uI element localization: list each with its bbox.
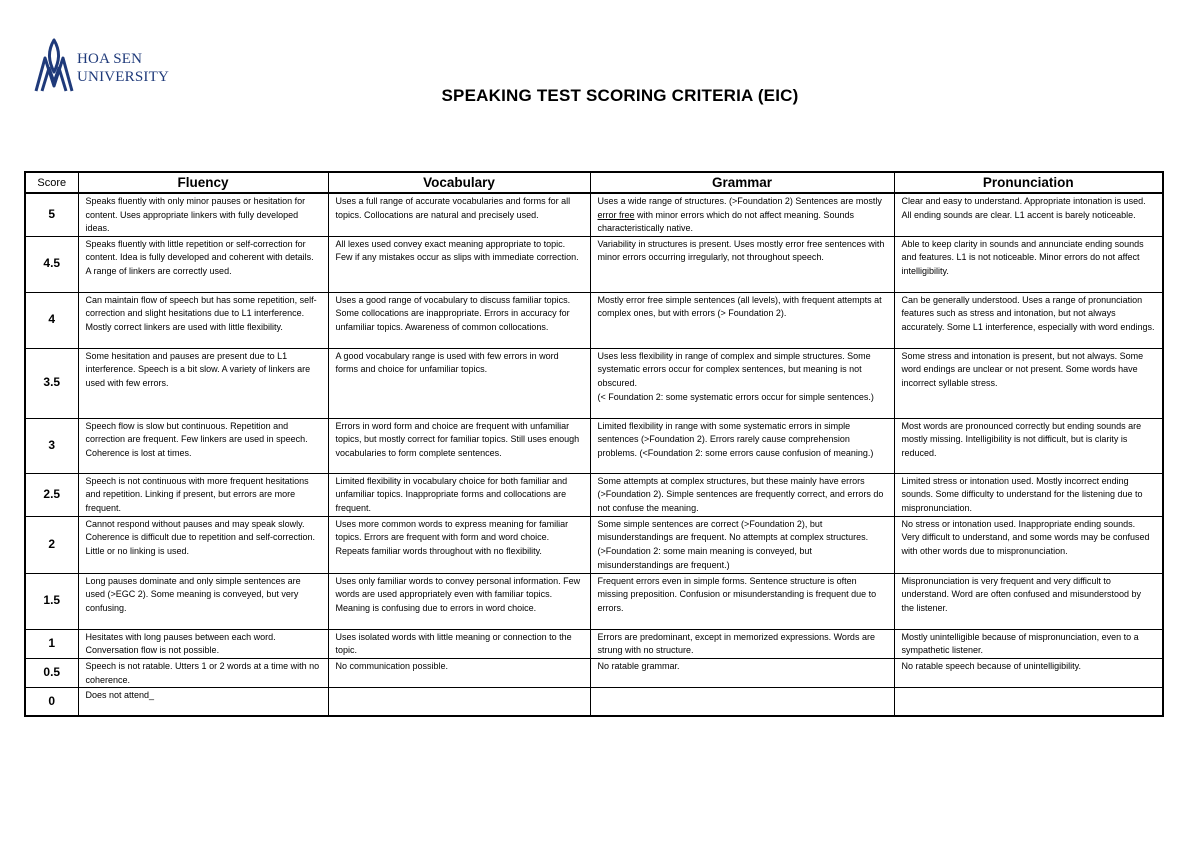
vocabulary-cell: Uses isolated words with little meaning or connection to the topic. bbox=[328, 629, 590, 658]
pronunciation-cell: Mispronunciation is very frequent and very difficult to understand. Word are often confused and misunderstood by the listener. bbox=[894, 573, 1163, 629]
vocabulary-cell: No communication possible. bbox=[328, 658, 590, 687]
score-cell: 2.5 bbox=[25, 473, 78, 516]
scoring-criteria-table bbox=[24, 171, 1164, 717]
grammar-cell: Limited flexibility in range with some systematic errors in simple sentences (>Foundation 2). Errors rarely cause comprehension problems. (<Foundation 2: some errors cause confusion of meaning.) bbox=[590, 418, 894, 473]
vocabulary-cell: Uses more common words to express meaning for familiar topics. Errors are frequent with form and word choice. Repeats familiar words throughout with no flexibility. bbox=[328, 516, 590, 573]
score-cell: 3 bbox=[25, 418, 78, 473]
pronunciation-cell: No ratable speech because of unintelligibility. bbox=[894, 658, 1163, 687]
fluency-cell: Speaks fluently with only minor pauses or hesitation for content. Uses appropriate linkers with fully developed ideas. bbox=[78, 193, 328, 236]
grammar-cell: Variability in structures is present. Uses mostly error free sentences with minor errors occurring irregularly, not throughout speech. bbox=[590, 236, 894, 292]
table-row bbox=[25, 473, 1163, 516]
table-row bbox=[25, 688, 1163, 716]
pronunciation-cell: Able to keep clarity in sounds and annunciate ending sounds and features. L1 is not noticeable. Minor errors do not affect intelligibility. bbox=[894, 236, 1163, 292]
score-cell: 4 bbox=[25, 292, 78, 348]
vocabulary-cell: Limited flexibility in vocabulary choice for both familiar and unfamiliar topics. Inappropriate forms and collocations are frequent. bbox=[328, 473, 590, 516]
pronunciation-cell: Most words are pronounced correctly but ending sounds are mostly missing. Intelligibility is not difficult, but is clarity is reduced. bbox=[894, 418, 1163, 473]
grammar-cell: Frequent errors even in simple forms. Sentence structure is often missing preposition. Confusion or misunderstanding is frequent due to errors. bbox=[590, 573, 894, 629]
fluency-cell: Hesitates with long pauses between each word. Conversation flow is not possible. bbox=[78, 629, 328, 658]
vocabulary-cell: Uses a good range of vocabulary to discuss familiar topics. Some collocations are inappropriate. Errors in accuracy for unfamiliar topics. Awareness of common collocations. bbox=[328, 292, 590, 348]
score-cell: 0.5 bbox=[25, 658, 78, 687]
fluency-cell: Speech is not ratable. Utters 1 or 2 words at a time with no coherence. bbox=[78, 658, 328, 687]
score-cell: 2 bbox=[25, 516, 78, 573]
table-header-row bbox=[25, 172, 1163, 193]
table-row bbox=[25, 348, 1163, 418]
vocabulary-cell: Errors in word form and choice are frequent with unfamiliar topics, but mostly correct for familiar topics. Still uses enough vocabularies to form complete sentences. bbox=[328, 418, 590, 473]
page-title: SPEAKING TEST SCORING CRITERIA (EIC) bbox=[441, 86, 799, 105]
grammar-cell: Mostly error free simple sentences (all levels), with frequent attempts at complex ones, but with errors (> Foundation 2). bbox=[590, 292, 894, 348]
header-pronunciation: Pronunciation bbox=[894, 172, 1163, 193]
vocabulary-cell: Uses only familiar words to convey personal information. Few words are used appropriately even with familiar topics. Meaning is confusing due to errors in word choice. bbox=[328, 573, 590, 629]
table-row bbox=[25, 193, 1163, 236]
pronunciation-cell: Can be generally understood. Uses a range of pronunciation features such as stress and intonation, but not always accurately. Some L1 interference, especially with word endings. bbox=[894, 292, 1163, 348]
fluency-cell: Long pauses dominate and only simple sentences are used (>EGC 2). Some meaning is conveyed, but very confusing. bbox=[78, 573, 328, 629]
score-cell: 4.5 bbox=[25, 236, 78, 292]
header-score: Score bbox=[25, 172, 78, 193]
logo-text bbox=[77, 50, 169, 86]
table-row bbox=[25, 658, 1163, 687]
pronunciation-cell bbox=[894, 688, 1163, 716]
logo-line-2: UNIVERSITY bbox=[77, 69, 169, 85]
score-cell: 0 bbox=[25, 688, 78, 716]
pronunciation-cell: Limited stress or intonation used. Mostly incorrect ending sounds. Some difficulty to understand for the listening due to mispronunciation. bbox=[894, 473, 1163, 516]
grammar-note: (< Foundation 2: some systematic errors occur for simple sentences.) bbox=[597, 391, 874, 402]
vocabulary-cell: All lexes used convey exact meaning appropriate to topic. Few if any mistakes occur as slips with immediate correction. bbox=[328, 236, 590, 292]
score-cell: 5 bbox=[25, 193, 78, 236]
table-row bbox=[25, 629, 1163, 658]
score-cell: 1.5 bbox=[25, 573, 78, 629]
fluency-cell: Can maintain flow of speech but has some repetition, self-correction and slight hesitations due to L1 interference. Mostly correct linkers are used with little flexibility. bbox=[78, 292, 328, 348]
fluency-cell: Speaks fluently with little repetition or self-correction for content. Idea is fully developed and coherent with details. A range of linkers are correctly used. bbox=[78, 236, 328, 292]
logo-line-1: HOA SEN bbox=[77, 51, 143, 67]
grammar-text: Uses a wide range of structures. (>Foundation 2) Sentences are mostly bbox=[597, 196, 882, 206]
fluency-cell: Cannot respond without pauses and may speak slowly. Coherence is difficult due to repetition and self-correction. Little or no linking is used. bbox=[78, 516, 328, 573]
vocabulary-cell: A good vocabulary range is used with few errors in word forms and choice for unfamiliar topics. bbox=[328, 348, 590, 418]
grammar-cell: No ratable grammar. bbox=[590, 658, 894, 687]
grammar-cell bbox=[590, 688, 894, 716]
grammar-text: Uses less flexibility in range of complex and simple structures. Some systematic errors occur for complex sentences, but meaning is not obscured. bbox=[597, 350, 871, 388]
vocabulary-cell bbox=[328, 688, 590, 716]
table-row bbox=[25, 292, 1163, 348]
fluency-cell: Some hesitation and pauses are present due to L1 interference. Speech is a bit slow. A variety of linkers are used with few errors. bbox=[78, 348, 328, 418]
fluency-cell: Does not attend_ bbox=[78, 688, 328, 716]
grammar-cell: Errors are predominant, except in memorized expressions. Words are strung with no structure. bbox=[590, 629, 894, 658]
grammar-cell bbox=[590, 348, 894, 418]
table-row bbox=[25, 418, 1163, 473]
table-row bbox=[25, 573, 1163, 629]
fluency-cell: Speech flow is slow but continuous. Repetition and correction are frequent. Few linkers are used in speech. Coherence is lost at times. bbox=[78, 418, 328, 473]
grammar-text-end: with minor errors which do not affect meaning. Sounds characteristically native. bbox=[597, 209, 854, 234]
pronunciation-cell: Mostly unintelligible because of mispronunciation, even to a sympathetic listener. bbox=[894, 629, 1163, 658]
grammar-cell: Some attempts at complex structures, but these mainly have errors (>Foundation 2). Simple sentences are frequently correct, and errors do not confuse the meaning. bbox=[590, 473, 894, 516]
pronunciation-cell: Clear and easy to understand. Appropriate intonation is used. All ending sounds are clear. L1 accent is barely noticeable. bbox=[894, 193, 1163, 236]
vocabulary-cell: Uses a full range of accurate vocabularies and forms for all topics. Collocations are natural and precisely used. bbox=[328, 193, 590, 236]
grammar-underlined: error free bbox=[597, 209, 635, 220]
score-cell: 1 bbox=[25, 629, 78, 658]
pronunciation-cell: Some stress and intonation is present, but not always. Some word endings are unclear or not present. Some words have incorrect syllable stress. bbox=[894, 348, 1163, 418]
table-row bbox=[25, 236, 1163, 292]
table-row bbox=[25, 516, 1163, 573]
header-grammar: Grammar bbox=[590, 172, 894, 193]
header-fluency: Fluency bbox=[78, 172, 328, 193]
score-cell: 3.5 bbox=[25, 348, 78, 418]
header-vocabulary: Vocabulary bbox=[328, 172, 590, 193]
grammar-cell: Some simple sentences are correct (>Foundation 2), but misunderstandings are frequent. No attempts at complex structures. (>Foundation 2: some main meaning is conveyed, but misunderstandings are frequent.) bbox=[590, 516, 894, 573]
fluency-cell: Speech is not continuous with more frequent hesitations and repetition. Linking if present, but errors are more frequent. bbox=[78, 473, 328, 516]
grammar-cell bbox=[590, 193, 894, 236]
pronunciation-cell: No stress or intonation used. Inappropriate ending sounds. Very difficult to understand, and some words may be confused with other words due to mispronunciation. bbox=[894, 516, 1163, 573]
